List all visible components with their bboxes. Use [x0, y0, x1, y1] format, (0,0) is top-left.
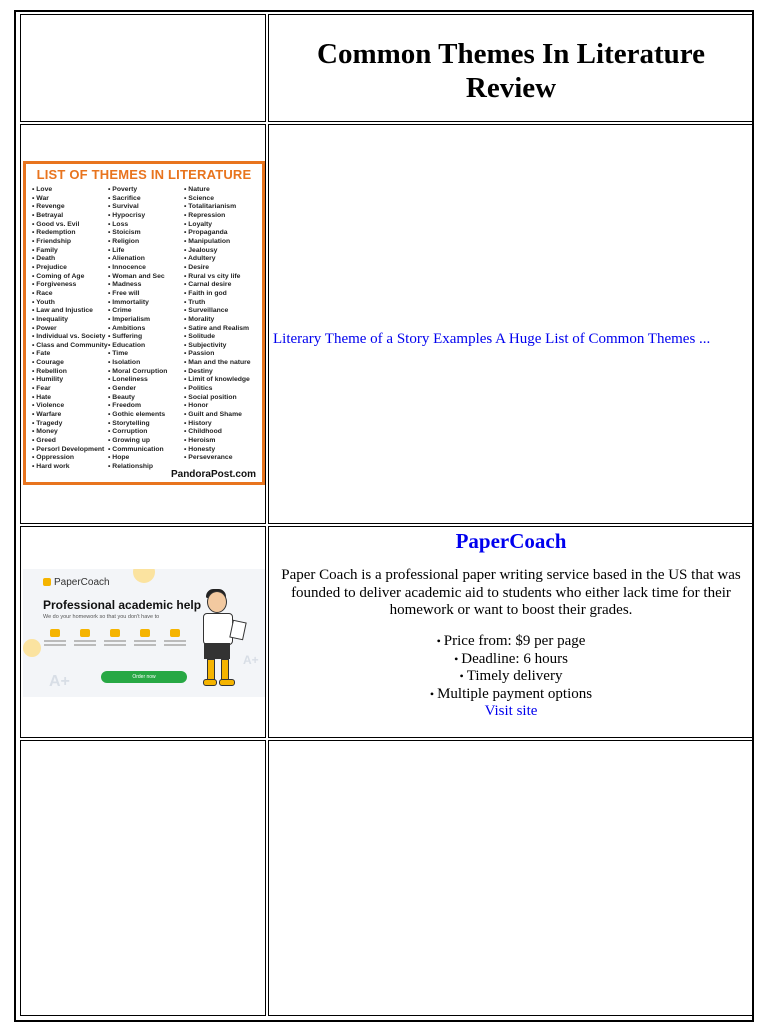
theme-item: • Loneliness [108, 376, 184, 385]
theme-item: • Carnal desire [184, 281, 260, 290]
theme-item: • Subjectivity [184, 342, 260, 351]
themes-image-cell [20, 124, 266, 524]
theme-item: • Good vs. Evil [32, 221, 108, 230]
theme-item: • Politics [184, 385, 260, 394]
theme-item: • Innocence [108, 264, 184, 273]
theme-item: • Growing up [108, 437, 184, 446]
poster-columns [32, 186, 260, 472]
theme-item: • Surveillance [184, 307, 260, 316]
decor-grade-icon: A+ [243, 653, 259, 667]
theme-item: • Money [32, 428, 108, 437]
theme-item: • Woman and Sec [108, 273, 184, 282]
theme-item: • Free will [108, 290, 184, 299]
theme-item: • Individual vs. Society [32, 333, 108, 342]
theme-item: • Prejudice [32, 264, 108, 273]
poster-footer: PandoraPost.com [170, 469, 256, 480]
theme-item: • Greed [32, 437, 108, 446]
theme-item: • Religion [108, 238, 184, 247]
theme-item: • Redemption [32, 229, 108, 238]
decor-grade-icon: A+ [49, 673, 70, 690]
theme-item: • Hypocrisy [108, 212, 184, 221]
poster-column-2 [108, 186, 184, 472]
theme-item: • Limit of knowledge [184, 376, 260, 385]
poster-column-1 [32, 186, 108, 472]
theme-item: • Power [32, 325, 108, 334]
theme-item: • War [32, 195, 108, 204]
papercoach-description: Paper Coach is a professional paper writing service based in the US that was founded to deliver academic aid to students who either lack time for their homework or want to boost their grades. [281, 567, 741, 618]
theme-item: • Totalitarianism [184, 203, 260, 212]
theme-item: • Humility [32, 376, 108, 385]
theme-item: • Betrayal [32, 212, 108, 221]
character-head [207, 591, 227, 613]
character-paper [229, 620, 246, 641]
theme-item: • Violence [32, 402, 108, 411]
theme-item: • Suffering [108, 333, 184, 342]
promo-headline: Professional academic help [43, 598, 202, 612]
header-cell [268, 14, 754, 122]
theme-item: • Satire and Realism [184, 325, 260, 334]
poster-inner [26, 164, 262, 482]
page-table [14, 10, 754, 1022]
character-shoe [219, 679, 235, 686]
decor-circle [23, 639, 41, 657]
promo-feature [43, 629, 67, 659]
themes-link-cell [268, 124, 754, 524]
theme-item: • Immortality [108, 299, 184, 308]
promo-feature [133, 629, 157, 659]
promo-feature [103, 629, 127, 659]
promo-subline: We do your homework so that you don't have to [43, 614, 160, 620]
page-title: Common Themes In Literature Review [317, 38, 705, 104]
theme-item: • Rural vs city life [184, 273, 260, 282]
theme-item: • Time [108, 350, 184, 359]
theme-item: • Stoicism [108, 229, 184, 238]
brand-logo-icon [43, 578, 51, 586]
feature-item: • Price from: $9 per page [269, 633, 753, 651]
promo-brand-text: PaperCoach [54, 577, 110, 588]
theme-item: • Adultery [184, 255, 260, 264]
character-body [203, 613, 233, 645]
theme-item: • Madness [108, 281, 184, 290]
theme-item: • Ambitions [108, 325, 184, 334]
theme-item: • Life [108, 247, 184, 256]
theme-item: • Propaganda [184, 229, 260, 238]
theme-item: • Honor [184, 402, 260, 411]
theme-item: • Youth [32, 299, 108, 308]
visit-site-link[interactable]: Visit site [484, 703, 538, 719]
theme-item: • Communication [108, 446, 184, 455]
promo-feature-icons [43, 629, 187, 659]
theme-item: • Gothic elements [108, 411, 184, 420]
theme-item: • Manipulation [184, 238, 260, 247]
theme-item: • Inequality [32, 316, 108, 325]
feature-item: • Deadline: 6 hours [269, 651, 753, 669]
theme-item: • Survival [108, 203, 184, 212]
theme-item: • Love [32, 186, 108, 195]
theme-item: • Class and Community [32, 342, 108, 351]
theme-item: • Childhood [184, 428, 260, 437]
theme-item: • Repression [184, 212, 260, 221]
theme-item: • Gender [108, 385, 184, 394]
theme-item: • Desire [184, 264, 260, 273]
feature-icon [140, 629, 150, 637]
theme-item: • Revenge [32, 203, 108, 212]
empty-right-cell [268, 740, 754, 1016]
theme-item: • Beauty [108, 394, 184, 403]
feature-icon [80, 629, 90, 637]
theme-item: • Poverty [108, 186, 184, 195]
theme-item: • Coming of Age [32, 273, 108, 282]
promo-feature [163, 629, 187, 659]
theme-item: • Family [32, 247, 108, 256]
theme-item: • Perseverance [184, 454, 260, 463]
theme-item: • Storytelling [108, 420, 184, 429]
theme-item: • Alienation [108, 255, 184, 264]
theme-item: • Oppression [32, 454, 108, 463]
papercoach-title-link[interactable]: PaperCoach [455, 529, 567, 553]
decor-circle [133, 569, 155, 583]
theme-item: • Sacrifice [108, 195, 184, 204]
theme-item: • Forgiveness [32, 281, 108, 290]
papercoach-promo-image[interactable] [23, 569, 265, 697]
papercoach-features-list [269, 633, 753, 703]
theme-item: • Destiny [184, 368, 260, 377]
theme-item: • Freedom [108, 402, 184, 411]
empty-left-cell [20, 740, 266, 1016]
character-leg [221, 659, 229, 681]
promo-brand [43, 577, 110, 588]
promo-feature [73, 629, 97, 659]
character-shoe [203, 679, 217, 686]
theme-item: • Fate [32, 350, 108, 359]
themes-poster-image[interactable] [23, 161, 265, 485]
theme-item: • Death [32, 255, 108, 264]
theme-item: • Moral Corruption [108, 368, 184, 377]
feature-icon [50, 629, 60, 637]
theme-item: • Loyalty [184, 221, 260, 230]
poster-column-3 [184, 186, 260, 472]
theme-item: • Persorl Development [32, 446, 108, 455]
feature-item: • Multiple payment options [269, 686, 753, 704]
theme-item: • Education [108, 342, 184, 351]
poster-title: LIST OF THEMES IN LITERATURE [36, 167, 252, 182]
theme-item: • History [184, 420, 260, 429]
theme-item: • Man and the nature [184, 359, 260, 368]
theme-item: • Guilt and Shame [184, 411, 260, 420]
theme-item: • Friendship [32, 238, 108, 247]
character-leg [207, 659, 215, 681]
theme-item: • Heroism [184, 437, 260, 446]
theme-item: • Truth [184, 299, 260, 308]
theme-item: • Warfare [32, 411, 108, 420]
theme-item: • Loss [108, 221, 184, 230]
theme-item: • Nature [184, 186, 260, 195]
theme-item: • Passion [184, 350, 260, 359]
theme-item: • Relationship [108, 463, 184, 472]
character-pants [204, 643, 230, 659]
theme-item: • Honesty [184, 446, 260, 455]
theme-item: • Faith in god [184, 290, 260, 299]
theme-item: • Hard work [32, 463, 108, 472]
theme-item: • Courage [32, 359, 108, 368]
theme-item: • Isolation [108, 359, 184, 368]
feature-icon [170, 629, 180, 637]
theme-item: • Fear [32, 385, 108, 394]
papercoach-image-cell [20, 526, 266, 738]
theme-item: • Race [32, 290, 108, 299]
theme-item: • Crime [108, 307, 184, 316]
theme-item: • Rebellion [32, 368, 108, 377]
theme-item: • Hate [32, 394, 108, 403]
theme-item: • Tragedy [32, 420, 108, 429]
papercoach-info-cell [268, 526, 754, 738]
feature-icon [110, 629, 120, 637]
theme-item: • Science [184, 195, 260, 204]
header-empty-cell [20, 14, 266, 122]
theme-item: • Solitude [184, 333, 260, 342]
theme-item: • Morality [184, 316, 260, 325]
theme-item: • Jealousy [184, 247, 260, 256]
theme-item: • Imperialism [108, 316, 184, 325]
theme-item: • Corruption [108, 428, 184, 437]
promo-order-button: Order now [101, 671, 187, 683]
theme-item: • Law and Injustice [32, 307, 108, 316]
theme-item: • Hope [108, 454, 184, 463]
feature-item: • Timely delivery [269, 668, 753, 686]
theme-item: • Social position [184, 394, 260, 403]
themes-link[interactable]: Literary Theme of a Story Examples A Huge List of Common Themes ... [273, 331, 711, 347]
